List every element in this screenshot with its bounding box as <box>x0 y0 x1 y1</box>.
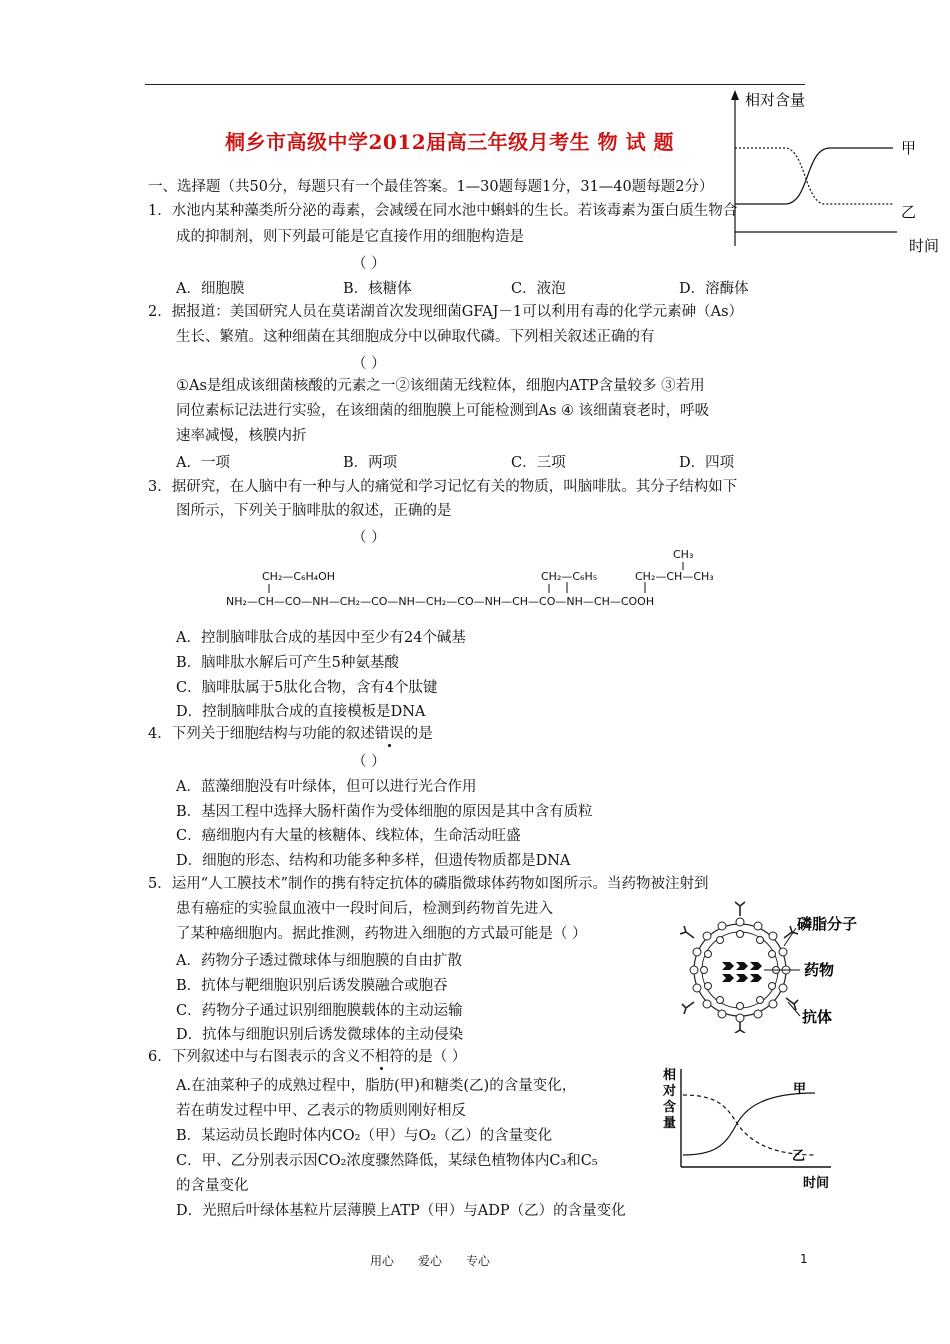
q2-statement-2: 同位素标记法进行实验，在该细菌的细胞膜上可能检测到As ④ 该细菌衰老时，呼吸 <box>176 403 710 419</box>
q3-option-c: C．脑啡肽属于5肽化合物，含有4个肽键 <box>176 680 438 696</box>
header-graph-series-a: 甲 <box>901 139 917 157</box>
q3-line2: 图所示，下列关于脑啡肽的叙述，正确的是 <box>176 503 452 519</box>
q6-stem-part2: 的是（ ） <box>403 1049 467 1065</box>
q6-emphasis: 不相符 <box>360 1049 404 1065</box>
q1-option-d: D．溶酶体 <box>679 281 749 297</box>
q6-graph <box>655 1065 855 1195</box>
q3-answer-blank: （ ） <box>352 530 386 546</box>
microsphere-figure <box>680 898 880 1033</box>
q6-graph-ylabel-3: 含 <box>663 1100 677 1115</box>
q4-option-d: D．细胞的形态、结构和功能多种多样，但遗传物质都是DNA <box>176 853 571 869</box>
q2-line2: 生长、繁殖。这种细菌在其细胞成分中以砷取代磷。下列相关叙述正确的有 <box>176 329 655 345</box>
q6-stem-part1: 6．下列叙述中与右图表示的含义 <box>148 1049 361 1065</box>
q5-option-a: A．药物分子透过微球体与细胞膜的自由扩散 <box>176 953 462 969</box>
q1-option-a: A．细胞膜 <box>176 281 245 297</box>
q4-option-b: B．基因工程中选择大肠杆菌作为受体细胞的原因是其中含有质粒 <box>176 804 593 820</box>
q6-option-a-line1: A.在油菜种子的成熟过程中，脂肪(甲)和糖类(乙)的含量变化， <box>176 1078 577 1094</box>
q6-option-a-line2: 若在萌发过程中甲、乙表示的物质则刚好相反 <box>176 1103 466 1119</box>
q2-option-c: C．三项 <box>511 455 566 471</box>
label-antibody: 抗体 <box>802 1008 833 1026</box>
q6-graph-ylabel-1: 相 <box>663 1068 677 1083</box>
q1-option-c: C．液泡 <box>511 281 566 297</box>
page-number: 1 <box>800 1252 808 1266</box>
q4-stem-part2: 的是 <box>403 726 433 742</box>
q3-option-d: D．控制脑啡肽合成的直接模板是DNA <box>176 704 426 720</box>
q5-option-c: C．药物分子通过识别细胞膜载体的主动运输 <box>176 1003 463 1019</box>
q4-answer-blank: （ ） <box>352 754 386 770</box>
q3-line1: 3．据研究，在人脑中有一种与人的痛觉和学习记忆有关的物质，叫脑啡肽。其分子结构如下 <box>148 479 738 495</box>
section-heading: 一、选择题（共50分，每题只有一个最佳答案。1—30题每题1分，31—40题每题2分） <box>148 179 714 195</box>
q2-option-b: B．两项 <box>343 455 398 471</box>
q6-graph-ylabel-4: 量 <box>663 1116 677 1131</box>
q5-option-d: D．抗体与细胞识别后诱发微球体的主动侵染 <box>176 1027 464 1043</box>
q2-answer-blank: （ ） <box>352 356 386 372</box>
q6-graph-series-a: 甲 <box>793 1082 807 1097</box>
q2-line1: 2．据报道：美国研究人员在莫诺湖首次发现细菌GFAJ－1可以利用有毒的化学元素砷（As） <box>148 304 744 320</box>
q1-line1: 1．水池内某种藻类所分泌的毒素，会减缓在同水池中蝌蚪的生长。若该毒素为蛋白质生物合 <box>148 203 738 219</box>
q2-statement-3: 速率减慢，核膜内折 <box>176 428 307 444</box>
q3-option-b: B．脑啡肽水解后可产生5种氨基酸 <box>176 655 399 671</box>
page-title: 桐乡市高级中学2012届高三年级月考生 物 试 题 <box>225 130 675 154</box>
chem-main-chain: NH₂—CH—CO—NH—CH₂—CO—NH—CH₂—CO—NH—CH—CO—NH—CH—COOH <box>226 595 655 608</box>
q4-stem-part1: 4．下列关于细胞结构与功能的叙述 <box>148 726 375 742</box>
header-graph-xlabel: 时间 <box>909 237 940 255</box>
header-graph <box>725 86 950 256</box>
q6-graph-ylabel-2: 对 <box>663 1084 677 1099</box>
q5-line1: 5．运用“人工膜技术”制作的携有特定抗体的磷脂微球体药物如图所示。当药物被注射到 <box>148 876 709 892</box>
footer-motto: 用心 爱心 专心 <box>370 1254 491 1268</box>
chem-side-chain-3: CH₂—CH—CH₃ <box>635 570 714 583</box>
chem-side-chain-1: CH₂—C₆H₄OH <box>262 570 336 583</box>
q4-option-c: C．癌细胞内有大量的核糖体、线粒体，生命活动旺盛 <box>176 828 521 844</box>
q4-option-a: A．蓝藻细胞没有叶绿体，但可以进行光合作用 <box>176 779 477 795</box>
q2-option-a: A．一项 <box>176 455 230 471</box>
q2-statement-1: ①As是组成该细菌核酸的元素之一②该细菌无线粒体，细胞内ATP含量较多 ③若用 <box>176 378 705 394</box>
q6-option-d: D．光照后叶绿体基粒片层薄膜上ATP（甲）与ADP（乙）的含量变化 <box>176 1203 626 1219</box>
q4-stem <box>148 724 433 744</box>
label-phospholipid: 磷脂分子 <box>797 915 858 933</box>
q5-option-b: B．抗体与靶细胞识别后诱发膜融合或胞吞 <box>176 978 448 994</box>
q6-option-c-line2: 的含量变化 <box>176 1178 249 1194</box>
header-graph-series-b: 乙 <box>901 203 917 221</box>
q6-option-c-line1: C．甲、乙分别表示因CO₂浓度骤然降低，某绿色植物体内C₃和C₅ <box>176 1153 598 1169</box>
q5-line2: 患有癌症的实验鼠血液中一段时间后，检测到药物首先进入 <box>176 901 553 917</box>
q3-option-a: A．控制脑啡肽合成的基因中至少有24个碱基 <box>176 630 466 646</box>
q6-graph-series-b: 乙 <box>792 1149 806 1164</box>
label-drug: 药物 <box>804 961 835 979</box>
q1-line2: 成的抑制剂，则下列最可能是它直接作用的细胞构造是 <box>176 229 524 245</box>
q4-emphasis: 错误 <box>374 726 404 742</box>
q2-option-d: D．四项 <box>679 455 735 471</box>
header-graph-ylabel: 相对含量 <box>745 91 806 109</box>
chem-ch3-top: CH₃ <box>673 548 694 561</box>
q5-line3: 了某种癌细胞内。据此推测，药物进入细胞的方式最可能是（ ） <box>176 926 587 942</box>
q6-stem <box>148 1047 466 1067</box>
q1-answer-blank: （ ） <box>352 256 386 272</box>
header-rule <box>145 84 805 85</box>
q1-option-b: B．核糖体 <box>343 281 412 297</box>
chem-side-chain-2: CH₂—C₆H₅ <box>541 570 598 583</box>
q6-graph-xlabel: 时间 <box>803 1176 830 1191</box>
q6-option-b: B．某运动员长跑时体内CO₂（甲）与O₂（乙）的含量变化 <box>176 1128 553 1144</box>
